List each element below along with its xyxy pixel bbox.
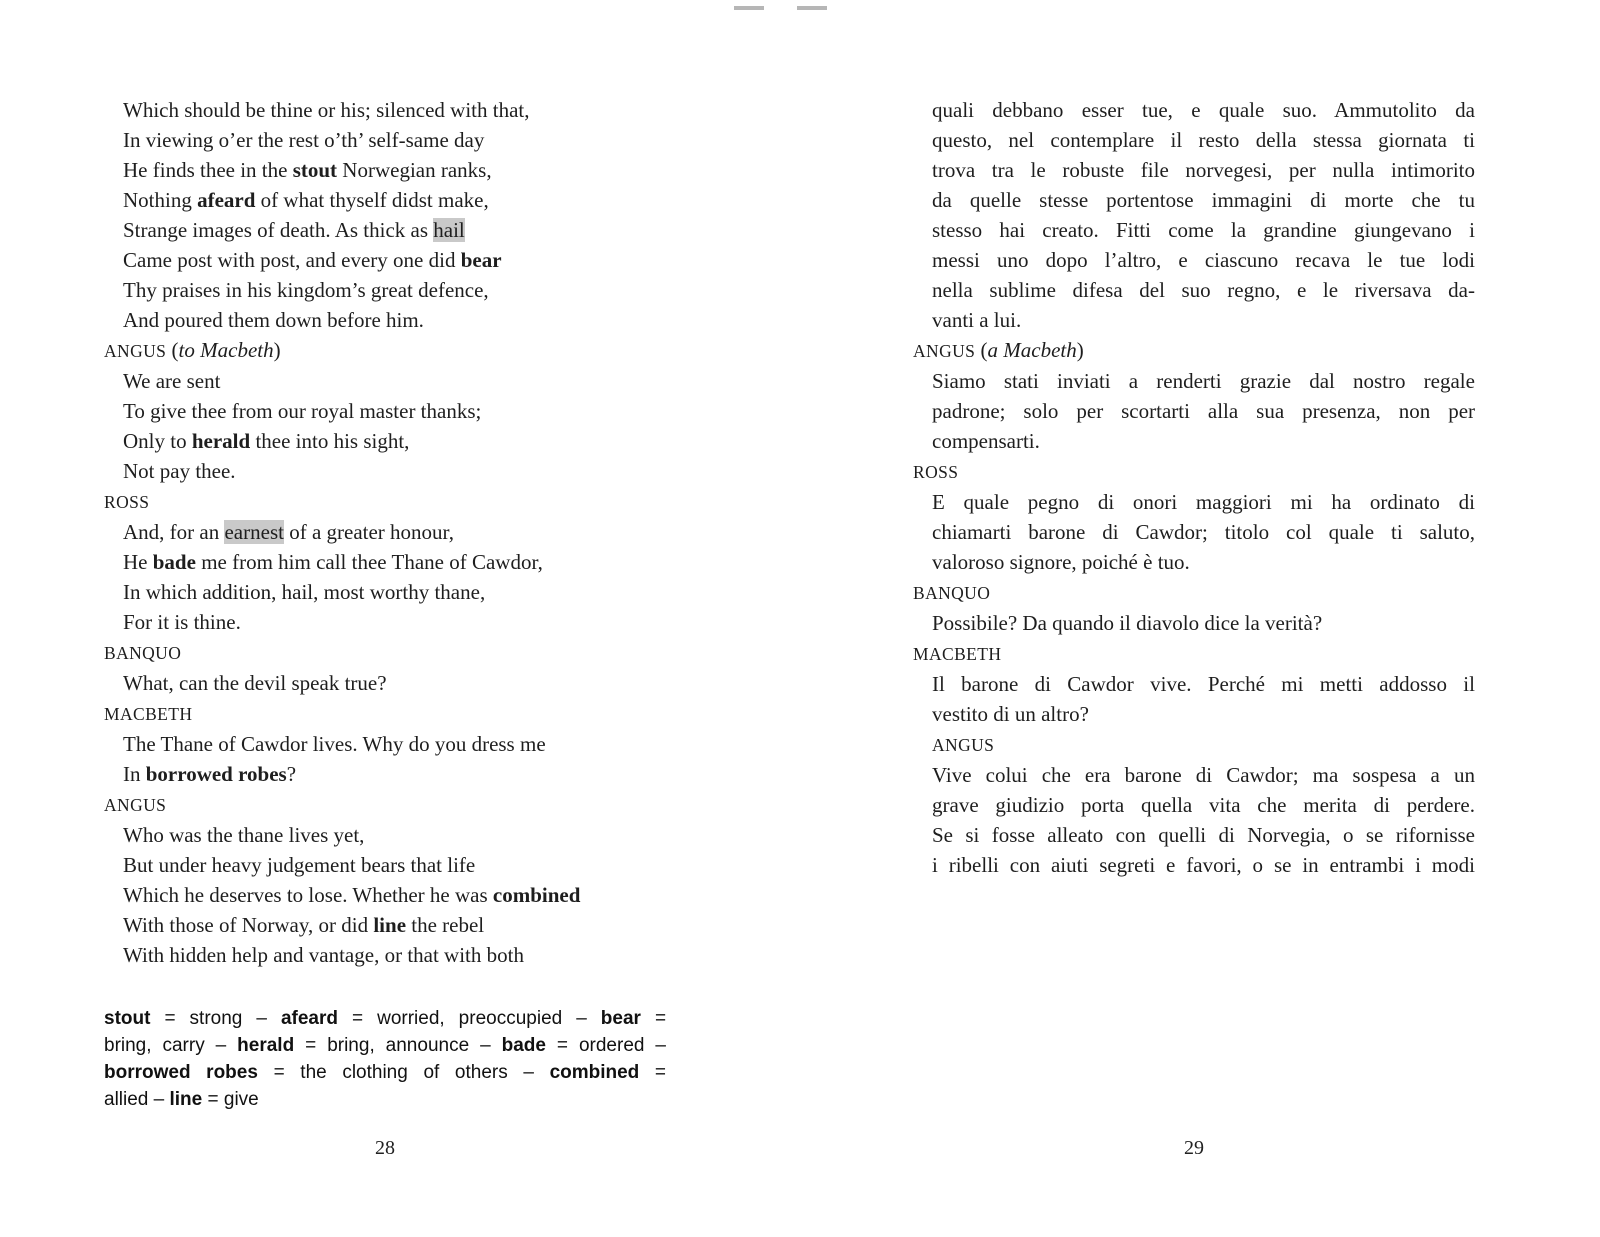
- left-page: [104, 95, 666, 1113]
- text-segment: compensarti.: [932, 429, 1040, 453]
- text-segment: But under heavy judgement bears that life: [123, 853, 476, 877]
- text-line: [104, 759, 666, 789]
- text-line: [913, 517, 1475, 547]
- text-line: [104, 95, 666, 125]
- text-segment: In: [123, 762, 146, 786]
- text-line: [913, 487, 1475, 517]
- speaker-label: ANGUS (a Macbeth): [913, 338, 1084, 362]
- text-segment: quali debbano esser tue, e quale suo. Ammutolito da: [932, 98, 1475, 122]
- text-segment: Who was the thane lives yet,: [123, 823, 365, 847]
- text-segment: Thy praises in his kingdom’s great defence,: [123, 278, 489, 302]
- text-line: [913, 215, 1475, 245]
- line-content: [123, 399, 481, 423]
- speaker-name: ROSS: [913, 462, 959, 482]
- line-content: [123, 520, 454, 544]
- text-line: [104, 517, 666, 547]
- highlighted-word: hail: [433, 218, 465, 242]
- line-content: [932, 763, 1475, 787]
- line-content: [932, 308, 1021, 332]
- text-segment: He: [123, 550, 153, 574]
- text-line: [104, 215, 666, 245]
- text-segment: padrone; solo per scortarti alla sua presenza, non per: [932, 399, 1476, 423]
- stage-direction: to Macbeth: [178, 338, 274, 362]
- text-line: [104, 668, 666, 698]
- bold-term: combined: [492, 883, 581, 907]
- line-content: [123, 158, 492, 182]
- text-segment: allied –: [104, 1089, 170, 1110]
- line-content: [123, 128, 484, 152]
- text-segment: Il barone di Cawdor vive. Perché mi metti addosso il: [932, 672, 1475, 696]
- bold-term: bade: [501, 1035, 546, 1056]
- text-segment: Vive colui che era barone di Cawdor; ma sospesa a un: [932, 763, 1475, 787]
- text-line: [913, 547, 1475, 577]
- line-content: [123, 823, 364, 847]
- text-line: [913, 366, 1475, 396]
- speaker-name: ANGUS: [913, 341, 976, 361]
- line-content: [932, 248, 1475, 272]
- text-segment: the rebel: [406, 913, 485, 937]
- text-segment: = the clothing of others –: [257, 1062, 550, 1083]
- text-segment: In viewing o’er the rest o’th’ self-same day: [123, 128, 485, 152]
- text-segment: nella sublime difesa del suo regno, e le riversava da-: [932, 278, 1475, 302]
- line-content: [932, 611, 1322, 635]
- line-content: [123, 580, 485, 604]
- speaker-label: [913, 577, 1475, 608]
- line-content: [123, 308, 424, 332]
- line-content: [123, 278, 489, 302]
- line-content: [104, 1035, 666, 1056]
- speaker-name: ANGUS: [104, 795, 167, 815]
- line-content: [123, 188, 489, 212]
- text-line: [104, 940, 666, 970]
- text-line: [913, 275, 1475, 305]
- text-segment: stesso hai creato. Fitti come la grandine giungevano i: [932, 218, 1475, 242]
- text-line: [913, 820, 1475, 850]
- line-content: [123, 671, 387, 695]
- text-segment: With those of Norway, or did: [123, 913, 374, 937]
- text-line: [104, 607, 666, 637]
- text-segment: = worried, preoccupied –: [337, 1008, 601, 1029]
- stage-direction: a Macbeth: [987, 338, 1077, 362]
- speaker-name: MACBETH: [104, 704, 193, 724]
- line-content: [932, 128, 1475, 152]
- line-content: [932, 702, 1089, 726]
- bold-term: borrowed robes: [104, 1062, 258, 1083]
- text-line: [913, 305, 1475, 335]
- text-segment: E quale pegno di onori maggiori mi ha ordinato di: [932, 490, 1475, 514]
- text-line: [104, 850, 666, 880]
- text-segment: Which he deserves to lose. Whether he was: [123, 883, 493, 907]
- line-content: [123, 218, 465, 242]
- text-line: [104, 456, 666, 486]
- text-segment: da quelle stesse portentose immagini di morte che tu: [932, 188, 1475, 212]
- glossary: [104, 1005, 666, 1113]
- text-line: [104, 577, 666, 607]
- text-segment: = ordered –: [545, 1035, 666, 1056]
- text-line: [104, 366, 666, 396]
- bold-term: stout: [292, 158, 338, 182]
- text-segment: vanti a lui.: [932, 308, 1022, 332]
- bold-term: line: [373, 913, 407, 937]
- line-content: [123, 429, 409, 453]
- speaker-name: ANGUS: [104, 341, 167, 361]
- page-number-right: 29: [1184, 1137, 1204, 1159]
- text-line: [104, 125, 666, 155]
- text-segment: In which addition, hail, most worthy thane,: [123, 580, 486, 604]
- text-line: [104, 820, 666, 850]
- text-segment: of what thyself didst make,: [255, 188, 489, 212]
- line-content: [123, 883, 580, 907]
- speaker-label: [913, 638, 1475, 669]
- right-page-text: [913, 95, 1475, 880]
- text-line: [104, 1059, 666, 1086]
- line-content: [932, 550, 1190, 574]
- text-segment: ?: [286, 762, 297, 786]
- text-segment: i ribelli con aiuti segreti e favori, o se in entrambi i modi: [932, 853, 1475, 877]
- text-line: [104, 426, 666, 456]
- text-segment: =: [640, 1008, 667, 1029]
- text-segment: Norwegian ranks,: [337, 158, 492, 182]
- text-line: [913, 608, 1475, 638]
- line-content: [932, 793, 1475, 817]
- text-line: [104, 547, 666, 577]
- text-segment: vestito di un altro?: [932, 702, 1089, 726]
- speaker-label: [104, 789, 666, 820]
- text-line: [913, 699, 1475, 729]
- line-content: [123, 550, 543, 574]
- text-segment: He finds thee in the: [123, 158, 293, 182]
- line-content: [123, 98, 530, 122]
- bold-term: afeard: [280, 1008, 338, 1029]
- speaker-name: BANQUO: [104, 643, 182, 663]
- line-content: [104, 1008, 666, 1029]
- text-line: [104, 396, 666, 426]
- line-content: [932, 399, 1475, 423]
- line-content: [932, 278, 1475, 302]
- line-content: [123, 732, 546, 756]
- text-segment: With hidden help and vantage, or that with both: [123, 943, 524, 967]
- text-line: [104, 910, 666, 940]
- speaker-label: [104, 637, 666, 668]
- speaker-label: [104, 698, 666, 729]
- text-line: [104, 245, 666, 275]
- page-number-left: 28: [375, 1137, 395, 1159]
- text-segment: And, for an: [123, 520, 225, 544]
- bold-term: bear: [600, 1008, 641, 1029]
- bold-term: combined: [549, 1062, 640, 1083]
- binding-mark-left: [734, 6, 764, 10]
- line-content: [932, 98, 1475, 122]
- bold-term: bade: [152, 550, 196, 574]
- text-segment: To give thee from our royal master thanks;: [123, 399, 482, 423]
- line-content: [932, 672, 1475, 696]
- line-content: [932, 188, 1475, 212]
- text-line: [104, 185, 666, 215]
- line-content: [123, 913, 484, 937]
- line-content: [932, 218, 1475, 242]
- speaker-name: ROSS: [104, 492, 150, 512]
- line-content: [104, 1062, 666, 1083]
- bold-term: stout: [104, 1008, 151, 1029]
- line-content: [123, 369, 220, 393]
- text-segment: Came post with post, and every one did: [123, 248, 461, 272]
- speaker-label: ANGUS (to Macbeth): [104, 338, 281, 362]
- text-line: [913, 396, 1475, 426]
- speaker-label: [104, 486, 666, 517]
- text-line: [104, 729, 666, 759]
- text-segment: Siamo stati inviati a renderti grazie dal nostro regale: [932, 369, 1475, 393]
- line-content: [932, 853, 1475, 877]
- text-line: [913, 125, 1475, 155]
- text-segment: = give: [202, 1089, 259, 1110]
- text-segment: valoroso signore, poiché è tuo.: [932, 550, 1190, 574]
- text-line: [913, 95, 1475, 125]
- text-line: [104, 1032, 666, 1059]
- text-line: [104, 1086, 666, 1113]
- binding-mark-right: [797, 6, 827, 10]
- text-line: [104, 305, 666, 335]
- text-segment: And poured them down before him.: [123, 308, 424, 332]
- text-segment: What, can the devil speak true?: [123, 671, 387, 695]
- text-segment: Possibile? Da quando il diavolo dice la verità?: [932, 611, 1323, 635]
- text-segment: me from him call thee Thane of Cawdor,: [195, 550, 543, 574]
- line-content: [932, 520, 1475, 544]
- text-line: [104, 155, 666, 185]
- speaker-name: ANGUS: [932, 735, 995, 755]
- text-segment: = bring, announce –: [294, 1035, 502, 1056]
- text-line: [913, 426, 1475, 456]
- text-segment: The Thane of Cawdor lives. Why do you dress me: [123, 732, 546, 756]
- bold-term: line: [169, 1089, 203, 1110]
- left-page-text: [104, 95, 666, 970]
- line-content: [104, 1089, 259, 1110]
- line-content: [123, 610, 241, 634]
- line-content: [123, 248, 502, 272]
- text-segment: thee into his sight,: [250, 429, 410, 453]
- line-content: [932, 429, 1040, 453]
- line-content: [932, 823, 1475, 847]
- line-content: [932, 369, 1475, 393]
- text-segment: =: [639, 1062, 667, 1083]
- text-segment: Only to: [123, 429, 192, 453]
- text-line: [913, 245, 1475, 275]
- line-content: [123, 943, 524, 967]
- text-segment: questo, nel contemplare il resto della stessa giornata ti: [932, 128, 1475, 152]
- line-content: [932, 158, 1475, 182]
- text-segment: Se si fosse alleato con quelli di Norvegia, o se rifornisse: [932, 823, 1476, 847]
- text-line: [913, 155, 1475, 185]
- text-segment: chiamarti barone di Cawdor; titolo col quale ti saluto,: [932, 520, 1475, 544]
- text-segment: of a greater honour,: [283, 520, 454, 544]
- speaker-name: MACBETH: [913, 644, 1002, 664]
- speaker-label: [913, 456, 1475, 487]
- text-segment: For it is thine.: [123, 610, 241, 634]
- text-line: [104, 275, 666, 305]
- text-line: [913, 185, 1475, 215]
- bold-term: afeard: [197, 188, 256, 212]
- line-content: [932, 490, 1475, 514]
- text-segment: trova tra le robuste file norvegesi, per nulla intimorito: [932, 158, 1475, 182]
- bold-term: herald: [237, 1035, 295, 1056]
- speaker-label: [913, 729, 1475, 760]
- highlighted-word: earnest: [224, 520, 284, 544]
- text-line: [913, 790, 1475, 820]
- text-segment: messi uno dopo l’altro, e ciascuno recava le tue lodi: [932, 248, 1476, 272]
- right-page: [913, 95, 1475, 880]
- text-segment: Not pay thee.: [123, 459, 236, 483]
- line-content: [123, 459, 236, 483]
- speaker-name: BANQUO: [913, 583, 991, 603]
- text-line: [104, 1005, 666, 1032]
- line-content: [123, 853, 475, 877]
- bold-term: borrowed robes: [145, 762, 287, 786]
- text-segment: We are sent: [123, 369, 221, 393]
- text-line: [913, 669, 1475, 699]
- text-line: [913, 760, 1475, 790]
- text-line: [913, 850, 1475, 880]
- text-segment: = strong –: [150, 1008, 281, 1029]
- text-segment: grave giudizio porta quella vita che merita di perdere.: [932, 793, 1475, 817]
- text-segment: bring, carry –: [104, 1035, 238, 1056]
- text-line: [104, 880, 666, 910]
- bold-term: herald: [191, 429, 251, 453]
- text-segment: Strange images of death. As thick as: [123, 218, 434, 242]
- line-content: [123, 762, 296, 786]
- text-segment: Nothing: [123, 188, 198, 212]
- text-segment: Which should be thine or his; silenced with that,: [123, 98, 530, 122]
- bold-term: bear: [460, 248, 502, 272]
